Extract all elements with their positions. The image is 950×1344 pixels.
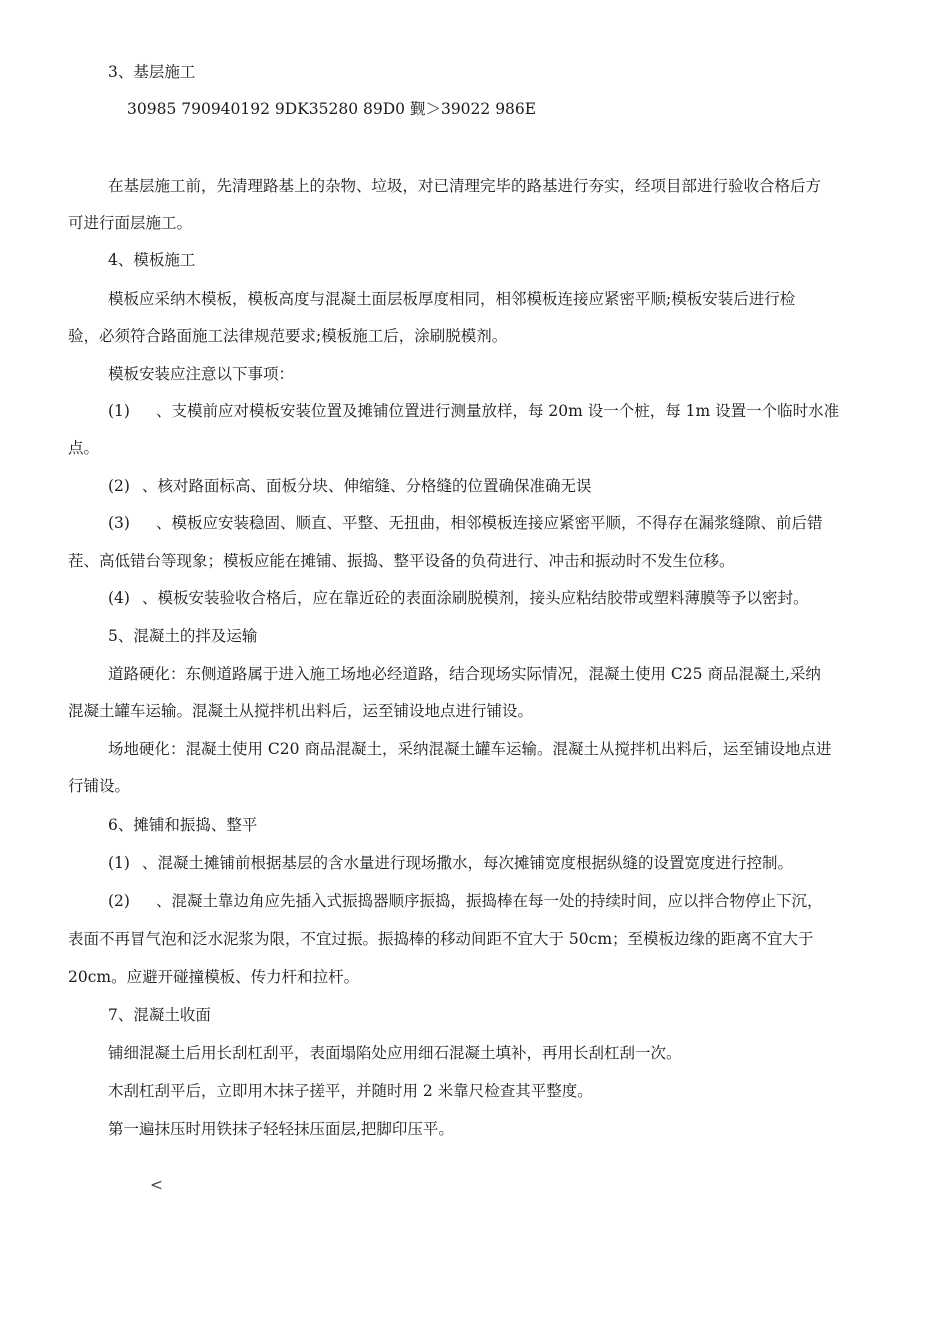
section-7-paragraph-2: 木刮杠刮平后，立即用木抹子搓平，并随时用 2 米靠尺检查其平整度。 [108,1082,593,1100]
section-5-paragraph-2-line-2: 行铺设。 [68,777,131,795]
section-3-code-line: 30985 790940192 9DK35280 89D0 觐＞39022 986E [127,100,537,118]
section-6-item-2-line-3: 20cm。应避开碰撞模板、传力杆和拉杆。 [68,968,360,986]
item-text: 、混凝土摊铺前根据基层的含水量进行现场撒水，每次摊铺宽度根据纵缝的设置宽度进行控制。 [141,854,793,872]
item-text: 、模板应安装稳固、顺直、平整、无扭曲，相邻模板连接应紧密平顺，不得存在漏浆缝隙、前后错 [155,514,823,532]
section-7-heading: 7、混凝土收面 [108,1006,211,1024]
section-6-heading: 6、摊铺和振捣、整平 [108,816,258,834]
section-4-paragraph-1-line-1: 模板应采纳木模板，模板高度与混凝土面层板厚度相同，相邻模板连接应紧密平顺;模板安装后进行检 [108,290,796,308]
item-number: (1) [108,402,130,420]
section-5-paragraph-2-line-1: 场地硬化：混凝土使用 C20 商品混凝土，采纳混凝土罐车运输。混凝土从搅拌机出料后，运至铺设地点进 [108,740,832,758]
section-4-item-3-line-2: 茬、高低错台等现象；模板应能在摊铺、振捣、整平设备的负荷进行、冲击和振动时不发生位移。 [68,552,735,570]
section-4-item-1-line-2: 点。 [68,439,100,457]
section-4-item-2-line-1 [108,467,894,505]
section-7-paragraph-3: 第一遍抹压时用铁抹子轻轻抹压面层,把脚印压平。 [108,1120,454,1138]
item-text: 、模板安装验收合格后，应在靠近砼的表面涂刷脱模剂，接头应粘结胶带或塑料薄膜等予以密封。 [141,589,809,607]
section-3-heading: 3、基层施工 [108,63,196,81]
section-6-item-1-line-1 [108,844,894,882]
item-number: (2) [108,892,130,910]
section-4-item-3-line-1 [108,504,894,542]
item-number: (2) [108,477,130,495]
item-number: (4) [108,589,130,607]
item-number: (1) [108,854,130,872]
stray-mark: < [150,1176,163,1194]
section-5-paragraph-1-line-2: 混凝土罐车运输。混凝土从搅拌机出料后，运至铺设地点进行铺设。 [68,702,534,720]
section-5-heading: 5、混凝土的拌及运输 [108,627,258,645]
item-text: 、支模前应对模板安装位置及摊铺位置进行测量放样，每 20m 设一个桩，每 1m 设置一个临时水准 [155,402,840,420]
section-3-paragraph-line-1: 在基层施工前，先清理路基上的杂物、垃圾，对已清理完毕的路基进行夯实，经项目部进行验收合格后方 [108,177,822,195]
item-number: (3) [108,514,130,532]
section-6-item-2-line-1 [108,882,894,920]
section-5-paragraph-1-line-1: 道路硬化：东侧道路属于进入施工场地必经道路，结合现场实际情况，混凝土使用 C25 商品混凝土,采纳 [108,665,821,683]
section-4-item-4-line-1 [108,579,894,617]
section-6-item-2-line-2: 表面不再冒气泡和泛水泥浆为限，不宜过振。振捣棒的移动间距不宜大于 50cm；至模板边缘的距离不宜大于 [68,930,814,948]
section-4-paragraph-1-line-2: 验，必须符合路面施工法律规范要求;模板施工后，涂刷脱模剂。 [68,327,508,345]
section-4-heading: 4、模板施工 [108,251,196,269]
item-text: 、混凝土靠边角应先插入式振捣器顺序振捣，振捣棒在每一处的持续时间，应以拌合物停止下沉， [155,892,823,910]
section-4-item-1-line-1 [108,392,894,430]
section-7-paragraph-1: 铺细混凝土后用长刮杠刮平，表面塌陷处应用细石混凝土填补，再用长刮杠刮一次。 [108,1044,682,1062]
section-3-paragraph-line-2: 可进行面层施工。 [68,214,193,232]
item-text: 、核对路面标高、面板分块、伸缩缝、分格缝的位置确保准确无误 [141,477,592,495]
section-4-paragraph-2: 模板安装应注意以下事项： [108,365,295,383]
